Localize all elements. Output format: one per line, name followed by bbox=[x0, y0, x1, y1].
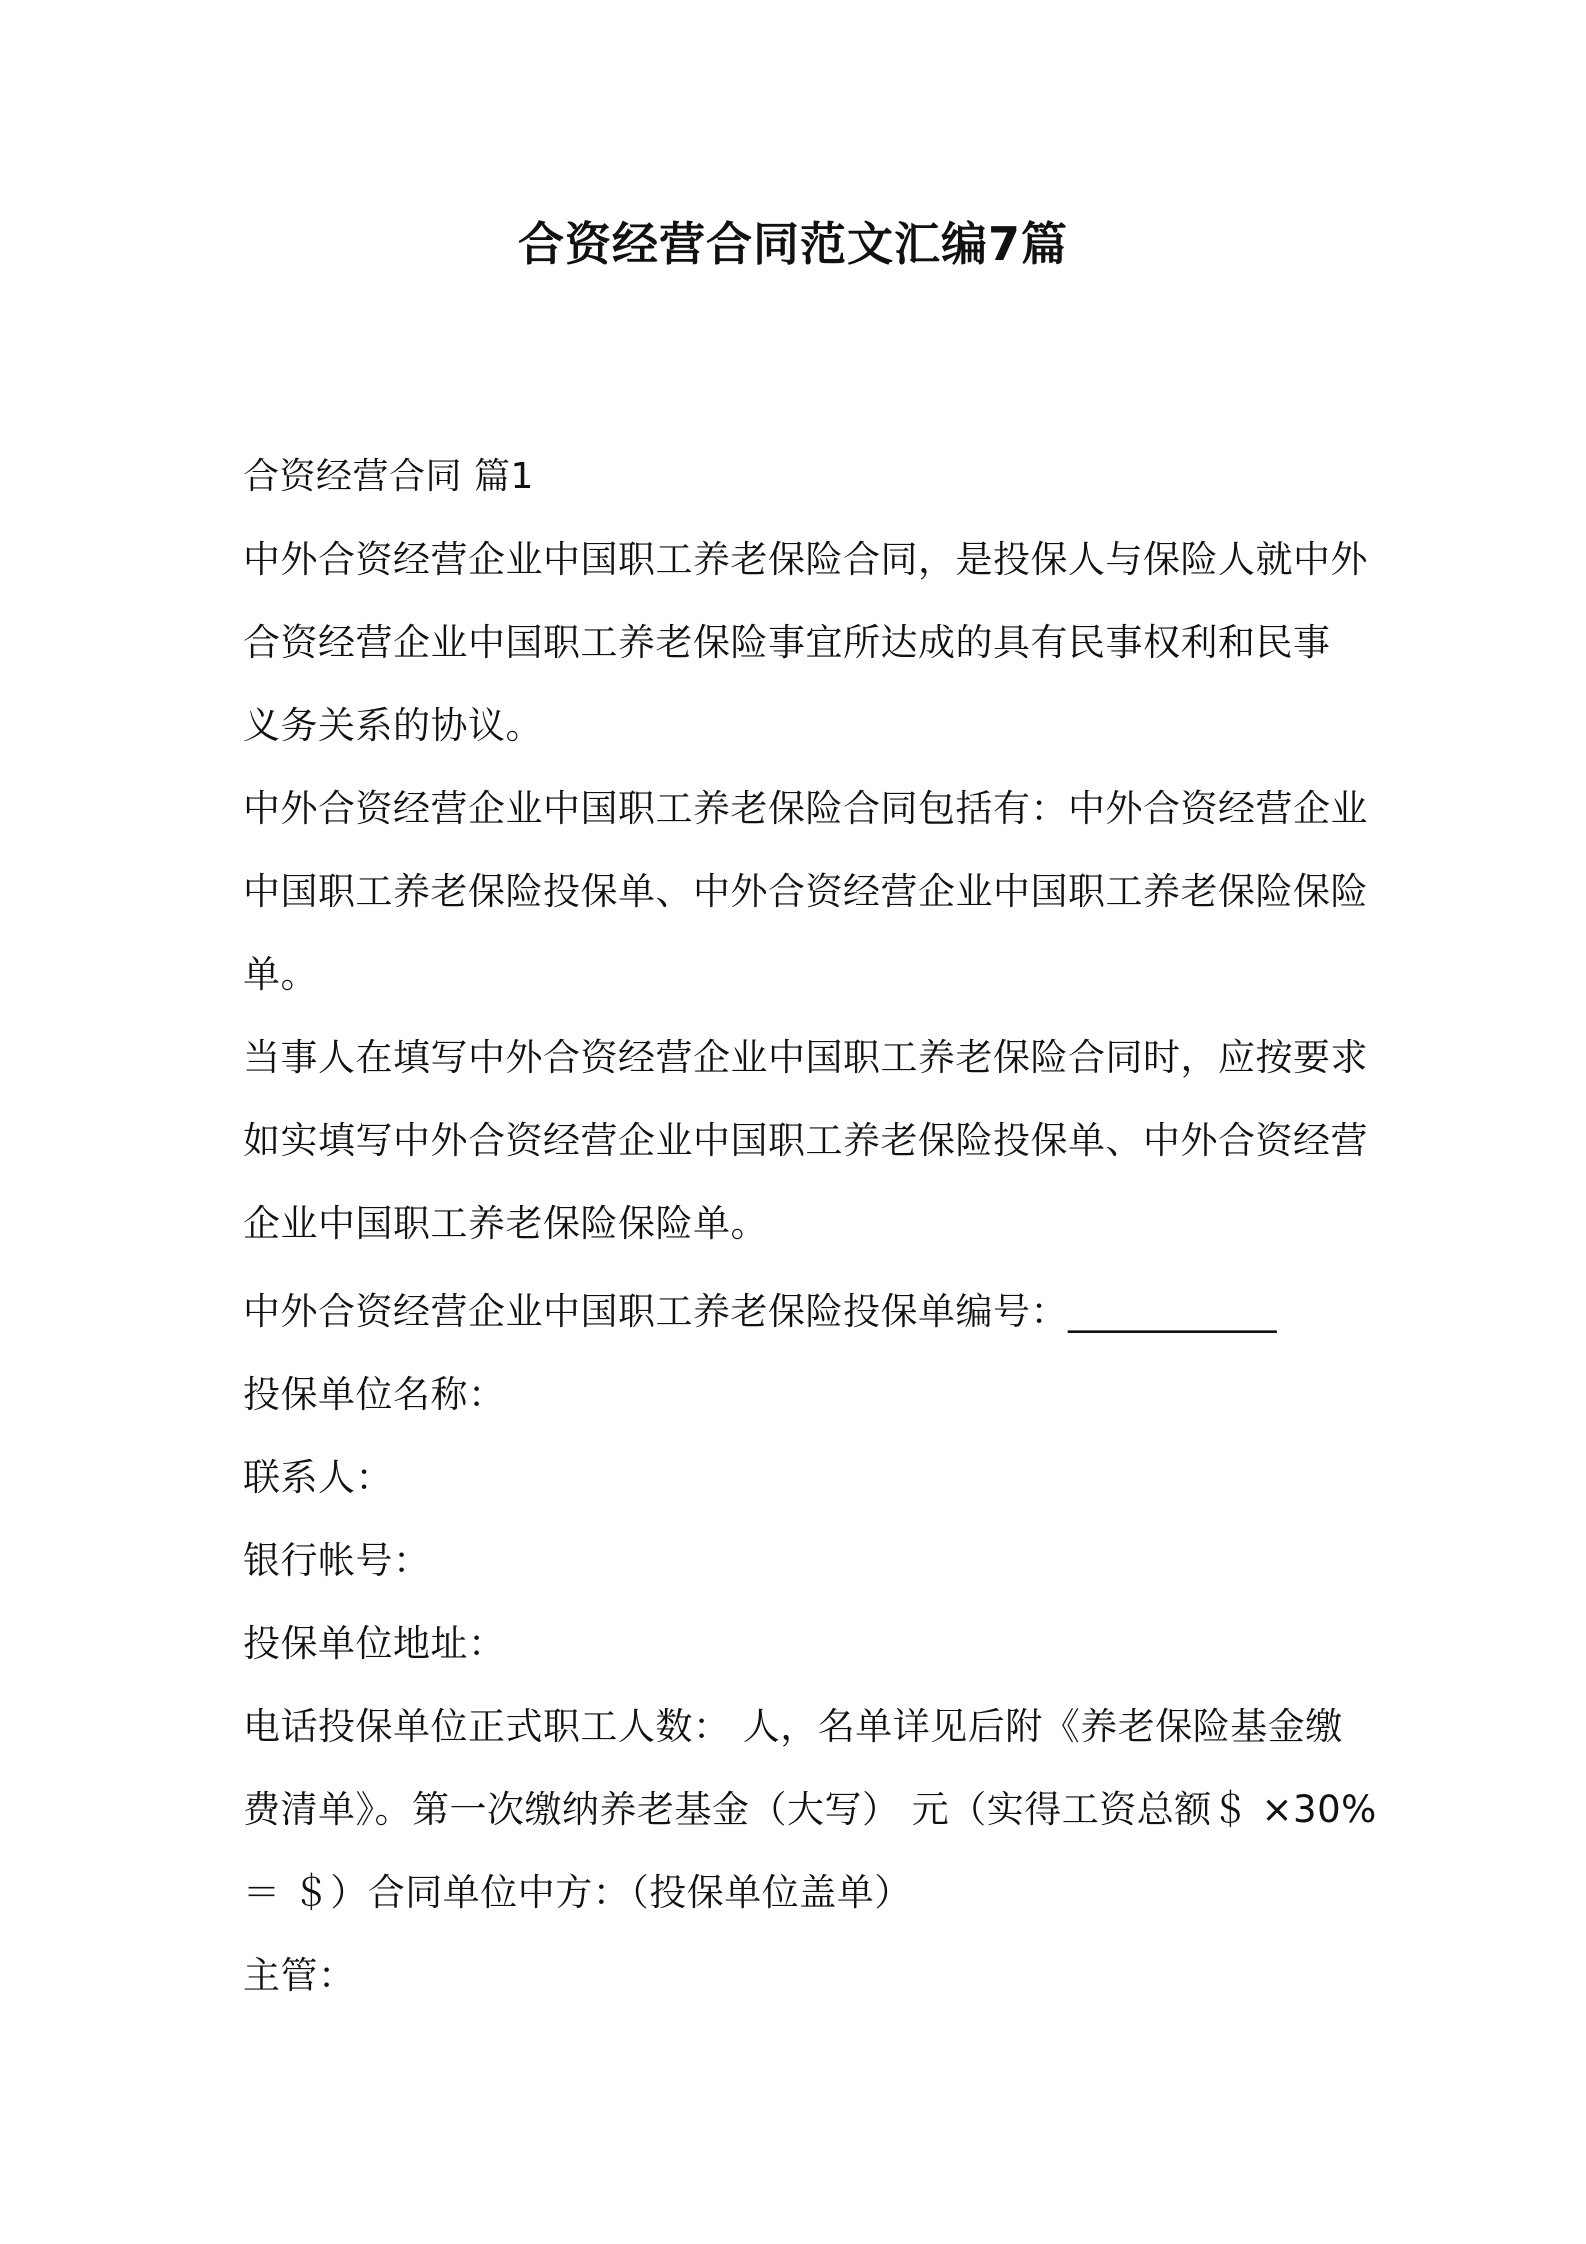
field-supervisor: 主管： bbox=[243, 1954, 356, 1997]
field-application-number: 中外合资经营企业中国职工养老保险投保单编号：___________ bbox=[243, 1290, 1277, 1333]
paragraph-1-line-3: 义务关系的协议。 bbox=[243, 704, 543, 747]
paragraph-2-line-3: 单。 bbox=[243, 953, 318, 996]
paragraph-2-line-2: 中国职工养老保险投保单、中外合资经营企业中国职工养老保险保险 bbox=[243, 870, 1368, 913]
paragraph-1-line-2: 合资经营企业中国职工养老保险事宜所达成的具有民事权利和民事 bbox=[243, 621, 1331, 664]
paragraph-3-line-3: 企业中国职工养老保险保险单。 bbox=[243, 1202, 768, 1245]
paragraph-1-line-1: 中外合资经营企业中国职工养老保险合同，是投保人与保险人就中外 bbox=[243, 538, 1368, 581]
section-heading: 合资经营合同 篇1 bbox=[243, 456, 534, 497]
paragraph-4-line-2: 费清单》。第一次缴纳养老基金（大写） 元（实得工资总额＄ ×30% bbox=[243, 1788, 1377, 1831]
field-insured-unit-name: 投保单位名称： bbox=[243, 1373, 506, 1416]
paragraph-4-line-3: ＝ ＄）合同单位中方：（投保单位盖单） bbox=[243, 1871, 912, 1914]
paragraph-3-line-2: 如实填写中外合资经营企业中国职工养老保险投保单、中外合资经营 bbox=[243, 1119, 1368, 1162]
field-bank-account: 银行帐号： bbox=[243, 1539, 431, 1582]
paragraph-3-line-1: 当事人在填写中外合资经营企业中国职工养老保险合同时，应按要求 bbox=[243, 1036, 1368, 1079]
field-insured-unit-address: 投保单位地址： bbox=[243, 1622, 506, 1665]
document-title: 合资经营合同范文汇编7篇 bbox=[517, 217, 1068, 271]
paragraph-2-line-1: 中外合资经营企业中国职工养老保险合同包括有：中外合资经营企业 bbox=[243, 787, 1368, 830]
field-contact-person: 联系人： bbox=[243, 1456, 393, 1499]
paragraph-4-line-1: 电话投保单位正式职工人数： 人，名单详见后附《养老保险基金缴 bbox=[243, 1705, 1343, 1748]
